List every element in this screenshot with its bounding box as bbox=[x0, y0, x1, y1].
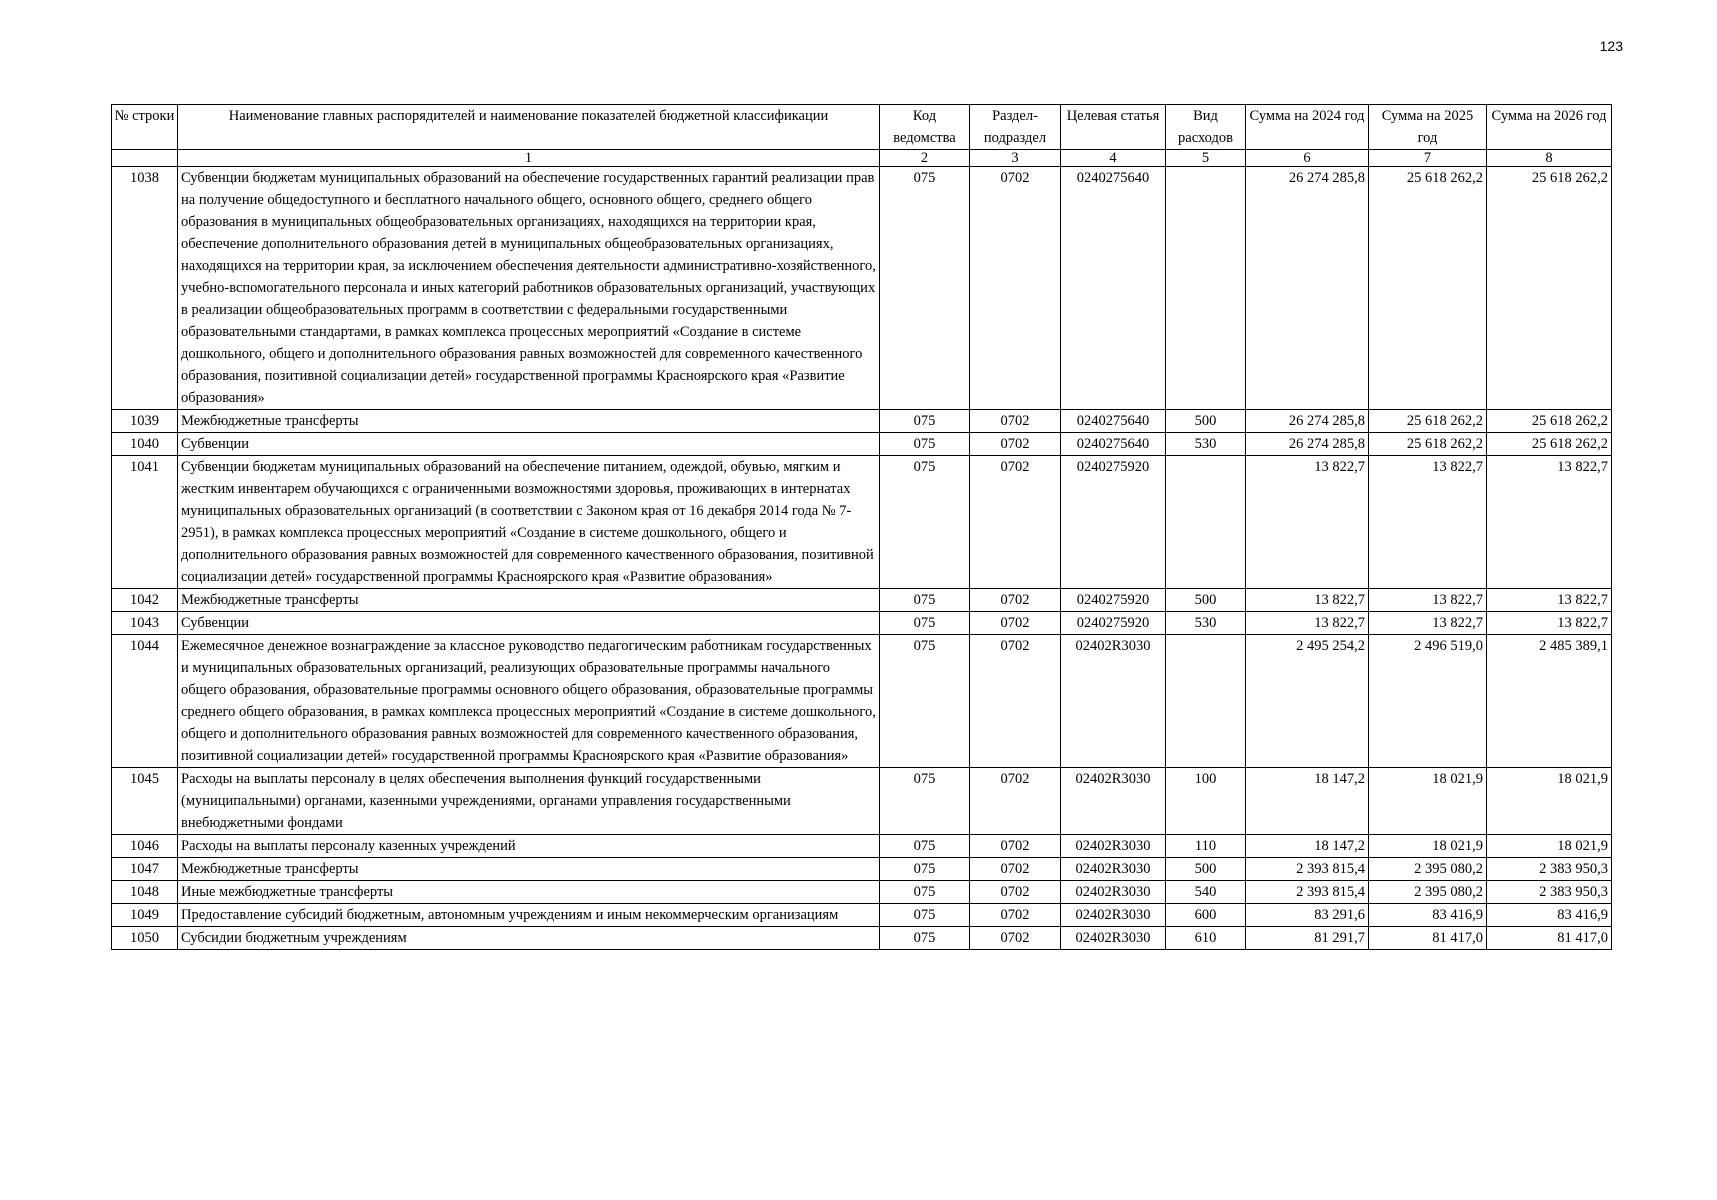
sum-2025: 18 021,9 bbox=[1369, 768, 1487, 835]
sum-2024: 2 495 254,2 bbox=[1246, 635, 1369, 768]
dept-code: 075 bbox=[880, 768, 970, 835]
sum-2025: 13 822,7 bbox=[1369, 589, 1487, 612]
header-row-number: № строки bbox=[112, 105, 178, 150]
expense-type: 600 bbox=[1166, 904, 1246, 927]
section-code: 0702 bbox=[970, 433, 1061, 456]
table-row bbox=[112, 768, 1612, 835]
sum-2025: 25 618 262,2 bbox=[1369, 433, 1487, 456]
sum-2024: 2 393 815,4 bbox=[1246, 881, 1369, 904]
page-number: 123 bbox=[1599, 38, 1623, 54]
sum-2026: 83 416,9 bbox=[1487, 904, 1612, 927]
row-name: Субвенции bbox=[178, 433, 880, 456]
sum-2026: 81 417,0 bbox=[1487, 927, 1612, 950]
sum-2026: 25 618 262,2 bbox=[1487, 167, 1612, 410]
expense-type bbox=[1166, 635, 1246, 768]
sum-2025: 2 395 080,2 bbox=[1369, 881, 1487, 904]
row-number: 1039 bbox=[112, 410, 178, 433]
sum-2024: 18 147,2 bbox=[1246, 835, 1369, 858]
section-code: 0702 bbox=[970, 456, 1061, 589]
header-sum-2026: Сумма на 2026 год bbox=[1487, 105, 1612, 150]
budget-table bbox=[111, 104, 1612, 950]
section-code: 0702 bbox=[970, 589, 1061, 612]
sum-2024: 26 274 285,8 bbox=[1246, 433, 1369, 456]
dept-code: 075 bbox=[880, 835, 970, 858]
header-dept-code: Код ведомства bbox=[880, 105, 970, 150]
sum-2026: 18 021,9 bbox=[1487, 768, 1612, 835]
expense-type: 100 bbox=[1166, 768, 1246, 835]
expense-type bbox=[1166, 167, 1246, 410]
target-article: 0240275640 bbox=[1061, 410, 1166, 433]
sum-2025: 2 395 080,2 bbox=[1369, 858, 1487, 881]
row-number: 1047 bbox=[112, 858, 178, 881]
table-row bbox=[112, 612, 1612, 635]
table-row bbox=[112, 858, 1612, 881]
expense-type: 530 bbox=[1166, 612, 1246, 635]
sum-2026: 2 383 950,3 bbox=[1487, 881, 1612, 904]
row-number: 1040 bbox=[112, 433, 178, 456]
row-name: Расходы на выплаты персоналу казенных учреждений bbox=[178, 835, 880, 858]
dept-code: 075 bbox=[880, 612, 970, 635]
sum-2024: 18 147,2 bbox=[1246, 768, 1369, 835]
row-name: Субвенции бюджетам муниципальных образований на обеспечение питанием, одеждой, обувью, мягким и жестким инвентарем обучающихся с ограниченными возможностями здоровья, проживающих в интернатах муниципальных образовательных организаций (в соответствии с Законом края от 16 декабря 2014 года № 7-2951), в рамках комплекса процессных мероприятий «Создание в системе дошкольного, общего и дополнительного образования равных возможностей для современного качественного образования, позитивной социализации детей» государственной программы Красноярского края «Развитие образования» bbox=[178, 456, 880, 589]
section-code: 0702 bbox=[970, 167, 1061, 410]
column-number: 6 bbox=[1246, 150, 1369, 167]
column-number: 1 bbox=[178, 150, 880, 167]
sum-2026: 25 618 262,2 bbox=[1487, 433, 1612, 456]
dept-code: 075 bbox=[880, 167, 970, 410]
table-row bbox=[112, 456, 1612, 589]
header-sum-2024: Сумма на 2024 год bbox=[1246, 105, 1369, 150]
table-row bbox=[112, 904, 1612, 927]
dept-code: 075 bbox=[880, 433, 970, 456]
row-number: 1044 bbox=[112, 635, 178, 768]
row-name: Предоставление субсидий бюджетным, автономным учреждениям и иным некоммерческим организациям bbox=[178, 904, 880, 927]
dept-code: 075 bbox=[880, 927, 970, 950]
row-number: 1041 bbox=[112, 456, 178, 589]
sum-2024: 13 822,7 bbox=[1246, 589, 1369, 612]
dept-code: 075 bbox=[880, 904, 970, 927]
target-article: 02402R3030 bbox=[1061, 635, 1166, 768]
header-sum-2025: Сумма на 2025 год bbox=[1369, 105, 1487, 150]
sum-2026: 2 383 950,3 bbox=[1487, 858, 1612, 881]
expense-type: 610 bbox=[1166, 927, 1246, 950]
dept-code: 075 bbox=[880, 410, 970, 433]
target-article: 0240275920 bbox=[1061, 456, 1166, 589]
table-row bbox=[112, 433, 1612, 456]
target-article: 0240275640 bbox=[1061, 167, 1166, 410]
table-row bbox=[112, 410, 1612, 433]
expense-type: 530 bbox=[1166, 433, 1246, 456]
row-name: Межбюджетные трансферты bbox=[178, 858, 880, 881]
header-row bbox=[112, 105, 1612, 150]
section-code: 0702 bbox=[970, 904, 1061, 927]
sum-2024: 26 274 285,8 bbox=[1246, 167, 1369, 410]
table-row bbox=[112, 635, 1612, 768]
section-code: 0702 bbox=[970, 835, 1061, 858]
dept-code: 075 bbox=[880, 858, 970, 881]
sum-2024: 26 274 285,8 bbox=[1246, 410, 1369, 433]
expense-type: 500 bbox=[1166, 858, 1246, 881]
header-section: Раздел-подраздел bbox=[970, 105, 1061, 150]
sum-2024: 2 393 815,4 bbox=[1246, 858, 1369, 881]
sum-2025: 2 496 519,0 bbox=[1369, 635, 1487, 768]
section-code: 0702 bbox=[970, 927, 1061, 950]
column-number: 2 bbox=[880, 150, 970, 167]
section-code: 0702 bbox=[970, 881, 1061, 904]
target-article: 02402R3030 bbox=[1061, 904, 1166, 927]
column-numbers-row bbox=[112, 150, 1612, 167]
sum-2026: 2 485 389,1 bbox=[1487, 635, 1612, 768]
section-code: 0702 bbox=[970, 768, 1061, 835]
section-code: 0702 bbox=[970, 410, 1061, 433]
target-article: 02402R3030 bbox=[1061, 881, 1166, 904]
dept-code: 075 bbox=[880, 881, 970, 904]
target-article: 0240275920 bbox=[1061, 589, 1166, 612]
column-number: 7 bbox=[1369, 150, 1487, 167]
row-number: 1038 bbox=[112, 167, 178, 410]
column-number: 8 bbox=[1487, 150, 1612, 167]
column-number bbox=[112, 150, 178, 167]
row-name: Межбюджетные трансферты bbox=[178, 589, 880, 612]
target-article: 02402R3030 bbox=[1061, 858, 1166, 881]
row-number: 1049 bbox=[112, 904, 178, 927]
dept-code: 075 bbox=[880, 635, 970, 768]
sum-2024: 83 291,6 bbox=[1246, 904, 1369, 927]
row-number: 1045 bbox=[112, 768, 178, 835]
target-article: 02402R3030 bbox=[1061, 835, 1166, 858]
sum-2025: 25 618 262,2 bbox=[1369, 167, 1487, 410]
row-number: 1042 bbox=[112, 589, 178, 612]
sum-2025: 18 021,9 bbox=[1369, 835, 1487, 858]
section-code: 0702 bbox=[970, 635, 1061, 768]
sum-2024: 13 822,7 bbox=[1246, 456, 1369, 589]
table-row bbox=[112, 589, 1612, 612]
expense-type: 500 bbox=[1166, 589, 1246, 612]
sum-2025: 83 416,9 bbox=[1369, 904, 1487, 927]
table-row bbox=[112, 881, 1612, 904]
dept-code: 075 bbox=[880, 589, 970, 612]
sum-2025: 13 822,7 bbox=[1369, 612, 1487, 635]
header-target-article: Целевая статья bbox=[1061, 105, 1166, 150]
target-article: 0240275920 bbox=[1061, 612, 1166, 635]
header-expense-type: Вид расходов bbox=[1166, 105, 1246, 150]
target-article: 02402R3030 bbox=[1061, 927, 1166, 950]
sum-2026: 13 822,7 bbox=[1487, 589, 1612, 612]
row-name: Субвенции bbox=[178, 612, 880, 635]
row-name: Межбюджетные трансферты bbox=[178, 410, 880, 433]
target-article: 0240275640 bbox=[1061, 433, 1166, 456]
sum-2025: 13 822,7 bbox=[1369, 456, 1487, 589]
sum-2026: 25 618 262,2 bbox=[1487, 410, 1612, 433]
row-number: 1048 bbox=[112, 881, 178, 904]
table-row bbox=[112, 927, 1612, 950]
sum-2026: 13 822,7 bbox=[1487, 612, 1612, 635]
row-number: 1046 bbox=[112, 835, 178, 858]
row-number: 1043 bbox=[112, 612, 178, 635]
sum-2024: 81 291,7 bbox=[1246, 927, 1369, 950]
sum-2025: 81 417,0 bbox=[1369, 927, 1487, 950]
row-name: Иные межбюджетные трансферты bbox=[178, 881, 880, 904]
sum-2024: 13 822,7 bbox=[1246, 612, 1369, 635]
row-name: Расходы на выплаты персоналу в целях обеспечения выполнения функций государственными (муниципальными) органами, казенными учреждениями, органами управления государственными внебюджетными фондами bbox=[178, 768, 880, 835]
column-number: 3 bbox=[970, 150, 1061, 167]
row-name: Субсидии бюджетным учреждениям bbox=[178, 927, 880, 950]
table-row bbox=[112, 167, 1612, 410]
sum-2026: 13 822,7 bbox=[1487, 456, 1612, 589]
table-row bbox=[112, 835, 1612, 858]
expense-type bbox=[1166, 456, 1246, 589]
section-code: 0702 bbox=[970, 858, 1061, 881]
sum-2026: 18 021,9 bbox=[1487, 835, 1612, 858]
expense-type: 500 bbox=[1166, 410, 1246, 433]
header-name: Наименование главных распорядителей и наименование показателей бюджетной классификации bbox=[178, 105, 880, 150]
target-article: 02402R3030 bbox=[1061, 768, 1166, 835]
dept-code: 075 bbox=[880, 456, 970, 589]
section-code: 0702 bbox=[970, 612, 1061, 635]
sum-2025: 25 618 262,2 bbox=[1369, 410, 1487, 433]
expense-type: 110 bbox=[1166, 835, 1246, 858]
column-number: 4 bbox=[1061, 150, 1166, 167]
row-number: 1050 bbox=[112, 927, 178, 950]
row-name: Ежемесячное денежное вознаграждение за классное руководство педагогическим работникам государственных и муниципальных образовательных организаций, реализующих образовательные программы начального общего образования, образовательные программы основного общего образования, образовательные программы среднего общего образования, в рамках комплекса процессных мероприятий «Создание в системе дошкольного, общего и дополнительного образования равных возможностей для современного качественного образования, позитивной социализации детей» государственной программы Красноярского края «Развитие образования» bbox=[178, 635, 880, 768]
column-number: 5 bbox=[1166, 150, 1246, 167]
expense-type: 540 bbox=[1166, 881, 1246, 904]
row-name: Субвенции бюджетам муниципальных образований на обеспечение государственных гарантий реализации прав на получение общедоступного и бесплатного начального общего, основного общего, среднего общего образования в муниципальных общеобразовательных организациях, находящихся на территории края, обеспечение дополнительного образования детей в муниципальных общеобразовательных организациях, находящихся на территории края, за исключением обеспечения деятельности административно-хозяйственного, учебно-вспомогательного персонала и иных категорий работников образовательных организаций, участвующих в реализации общеобразовательных программ в соответствии с федеральными государственными образовательными стандартами, в рамках комплекса процессных мероприятий «Создание в системе дошкольного, общего и дополнительного образования равных возможностей для современного качественного образования, позитивной социализации детей» государственной программы Красноярского края «Развитие образования» bbox=[178, 167, 880, 410]
